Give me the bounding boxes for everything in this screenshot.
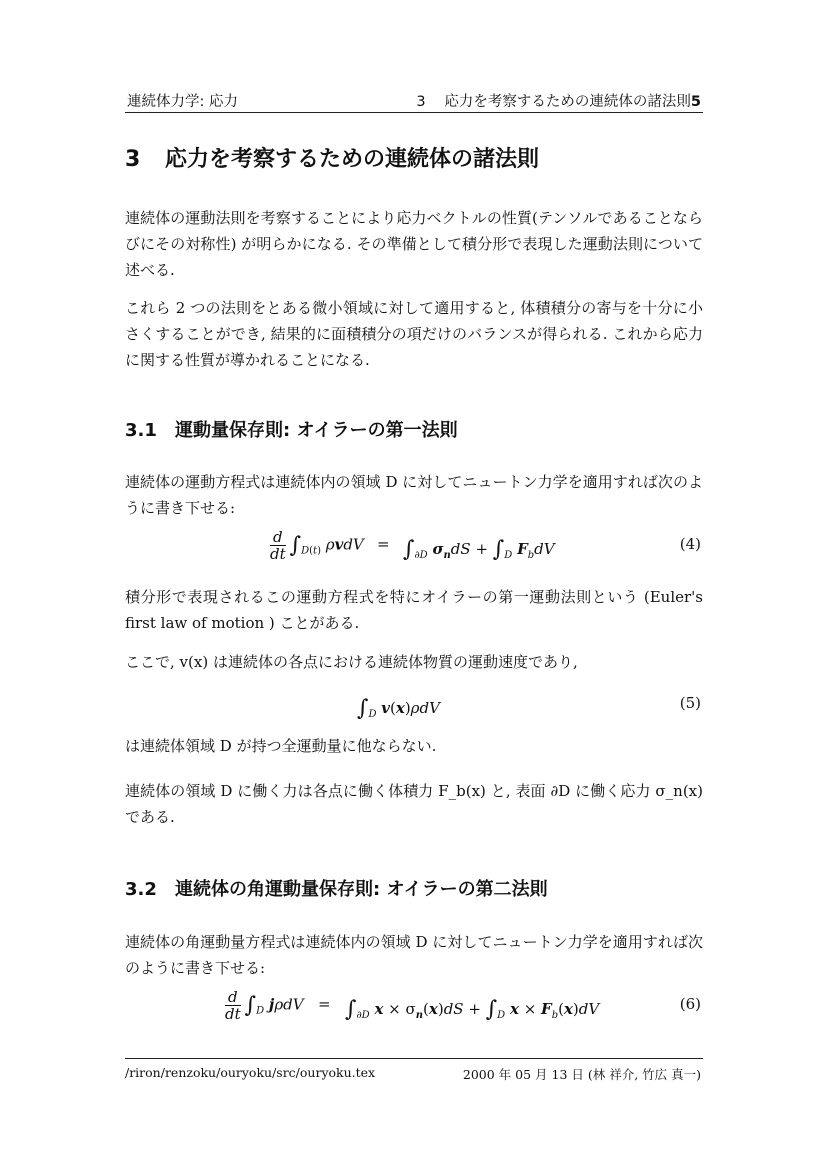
header-left: 連続体力学: 応力 — [127, 94, 238, 110]
subsection-number: 3.2 — [125, 879, 157, 900]
equation-4-rhs: $\int_{\partial D}$ $\sigma_ndS + \int_D$ $F_bdV$ — [403, 537, 555, 562]
paragraph-equation-of-motion: 連続体の運動方程式は連続体内の領域 D に対してニュートン力学を適用すれば次のように書き下せる: — [125, 473, 703, 517]
equation-5-number: (5) — [679, 694, 701, 712]
equation-6-number: (6) — [679, 995, 701, 1013]
subsection-heading-3-1 — [125, 416, 458, 442]
paragraph-velocity: ここで, v(x) は連続体の各点における連続体物質の運動速度であり, — [125, 653, 578, 671]
page-footer — [125, 1058, 703, 1082]
intro-paragraph-1: 連続体の運動法則を考察することにより応力ベクトルの性質(テンソルであることならびにその対称性) が明らかになる. その準備として積分形で表現した運動法則について述べる. — [125, 209, 703, 279]
equation-4-lhs: $\frac{d}{dt}$ $\int_{D(t)}$ ρvdV — [270, 528, 364, 563]
subsection-number: 3.1 — [125, 420, 157, 441]
intro-paragraph-2: これら 2 つの法則をとある微小領域に対して適用すると, 体積積分の寄与を十分に小さくすることができ, 結果的に面積積分の項だけのバランスが得られる. これから応力に関する性質が導かれることになる. — [125, 299, 703, 369]
header-section-number: 3 — [416, 94, 426, 110]
equation-6-rhs: $\int_{\partial D}$ $x \times \sigma_n(x)dS + \int_D$ $x \times F_b(x)dV$ — [345, 997, 600, 1022]
footer-date-authors: 2000 年 05 月 13 日 (林 祥介, 竹広 真一) — [462, 1067, 701, 1082]
header-right — [416, 90, 701, 111]
equation-6-lhs: $\frac{d}{dt}$ $\int_D$ jρdV — [225, 988, 304, 1023]
subsection-title: 運動量保存則: オイラーの第一法則 — [175, 420, 458, 441]
paragraph-euler-first-law: 積分形で表現されるこの運動方程式を特にオイラーの第一運動法則という (Euler's first law of motion ) ことがある. — [125, 588, 703, 632]
header-section-title: 応力を考察するための連続体の諸法則 — [444, 94, 691, 110]
paragraph-angular-momentum: 連続体の角運動量方程式は連続体内の領域 D に対してニュートン力学を適用すれば次のように書き下せる: — [125, 933, 703, 977]
subsection-title: 連続体の角運動量保存則: オイラーの第二法則 — [175, 879, 548, 900]
footer-file-path: /riron/renzoku/ouryoku/src/ouryoku.tex — [125, 1065, 376, 1080]
equation-6: $\frac{d}{dt}$ $\int_D$ jρdV = $\int_{\partial D}$ $x \times \sigma_n(x)dS + \int_D$ $x \times F_b(x)dV$ (6) — [225, 988, 701, 1023]
subsection-heading-3-2 — [125, 875, 548, 901]
equation-4-number: (4) — [679, 535, 701, 553]
section-heading — [125, 142, 539, 173]
header-page-number: 5 — [690, 94, 701, 110]
section-number: 3 — [125, 147, 141, 172]
equation-5 — [125, 686, 703, 726]
equation-4: $\frac{d}{dt}$ $\int_{D(t)}$ ρvdV = $\int_{\partial D}$ $\sigma_ndS + \int_D$ $F_bdV$ (4) — [270, 528, 701, 563]
paragraph-total-momentum: は連続体領域 D が持つ全運動量に他ならない. — [125, 737, 437, 755]
paragraph-forces: 連続体の領域 D に働く力は各点に働く体積力 F_b(x) と, 表面 ∂D に働く応力 σ_n(x) である. — [125, 782, 703, 826]
running-header — [125, 88, 703, 113]
section-title: 応力を考察するための連続体の諸法則 — [165, 147, 540, 172]
equation-5-expr: $\int_D$ v(x)ρdV — [357, 696, 440, 721]
